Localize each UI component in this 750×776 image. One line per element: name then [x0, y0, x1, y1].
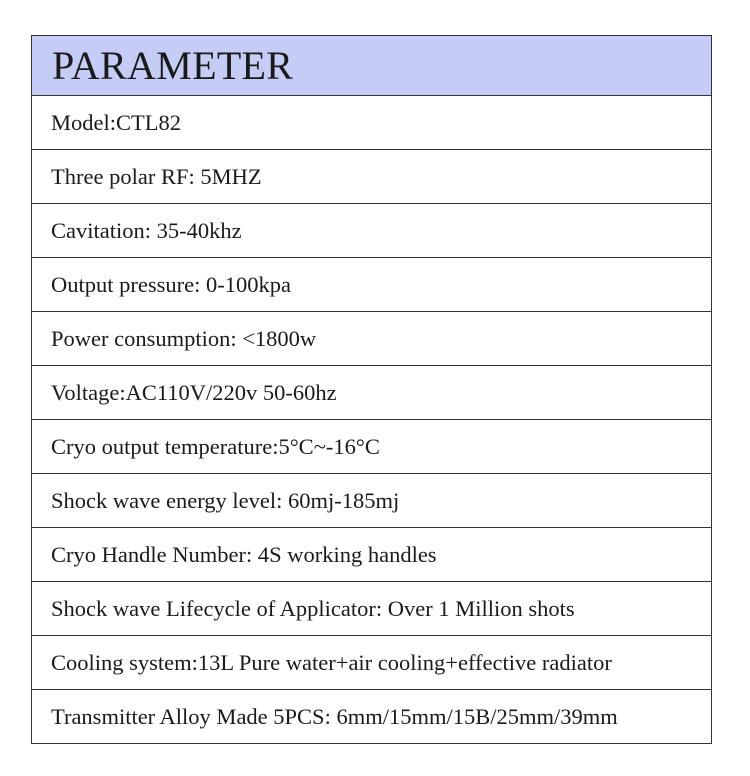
row-rf: Three polar RF: 5MHZ: [32, 150, 711, 204]
row-model: Model:CTL82: [32, 96, 711, 150]
row-applicator-lifecycle: Shock wave Lifecycle of Applicator: Over 1 Million shots: [32, 582, 711, 636]
row-cooling-system: Cooling system:13L Pure water+air cooling+effective radiator: [32, 636, 711, 690]
row-output-pressure: Output pressure: 0-100kpa: [32, 258, 711, 312]
row-cavitation: Cavitation: 35-40khz: [32, 204, 711, 258]
row-power-consumption: Power consumption: <1800w: [32, 312, 711, 366]
row-cryo-temperature: Cryo output temperature:5°C~-16°C: [32, 420, 711, 474]
row-shock-wave-energy: Shock wave energy level: 60mj-185mj: [32, 474, 711, 528]
row-cryo-handles: Cryo Handle Number: 4S working handles: [32, 528, 711, 582]
parameter-table: [31, 35, 712, 744]
table-header: PARAMETER: [32, 36, 711, 96]
row-transmitter: Transmitter Alloy Made 5PCS: 6mm/15mm/15B/25mm/39mm: [51, 703, 618, 729]
row-voltage: Voltage:AC110V/220v 50-60hz: [32, 366, 711, 420]
